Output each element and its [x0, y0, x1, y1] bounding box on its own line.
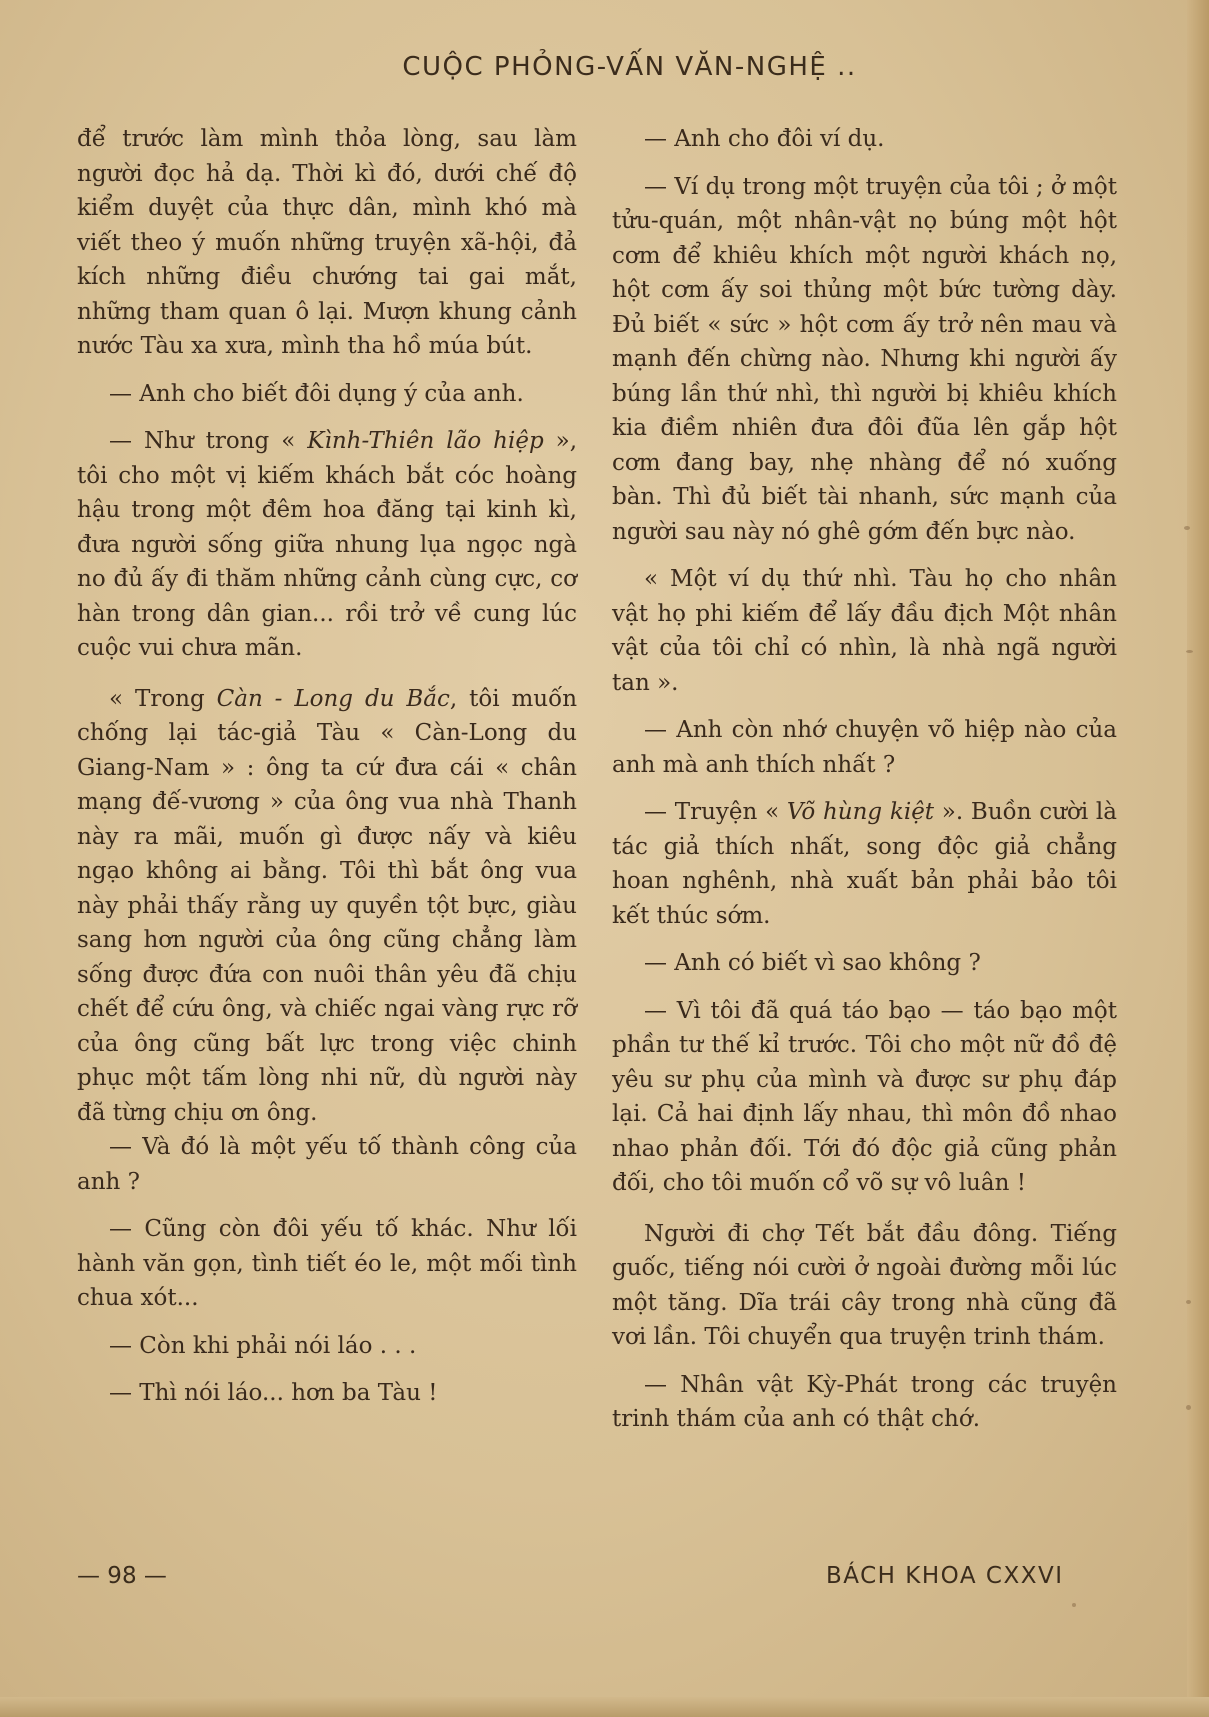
italic-title: Võ hùng kiệt: [786, 799, 935, 825]
page-number: — 98 —: [77, 1563, 167, 1589]
paper-speck: [1072, 1603, 1076, 1607]
paragraph: — Anh còn nhớ chuyện võ hiệp nào của anh mà anh thích nhất ?: [612, 717, 1117, 778]
right-column: [612, 122, 1117, 1437]
paragraph: « Trong Càn - Long du Bắc, tôi muốn chống lại tác-giả Tàu « Càn-Long du Giang-Nam » : ông ta cứ đưa cái « chân mạng đế-vương » của ông vua nhà Thanh này ra mãi, muốn gì được nấy và kiêu ngạo không ai bằng. Tôi thì bắt ông vua này phải thấy rằng uy quyền tột bực, giàu sang hơn người của ông cũng chẳng làm sống được đứa con nuôi thân yêu đã chịu chết để cứu ông, và chiếc ngai vàng rực rỡ của ông cũng bất lực trong việc chinh phục một tấm lòng nhi nữ, dù người này đã từng chịu ơn ông.: [77, 685, 578, 1126]
page-edge-right: [1187, 0, 1209, 1717]
paragraph: — Nhân vật Kỳ-Phát trong các truyện trinh thám của anh có thật chớ.: [612, 1371, 1117, 1432]
paragraph: để trước làm mình thỏa lòng, sau làm người đọc hả dạ. Thời kì đó, dưới chế độ kiểm duyệt của thực dân, mình khó mà viết theo ý muốn những truyện xã-hội, đả kích những điều chướng tai gai mắt, những tham quan ô lại. Mượn khung cảnh nước Tàu xa xưa, mình tha hồ múa bút.: [77, 126, 577, 359]
magazine-issue: BÁCH KHOA CXXVI: [826, 1563, 1064, 1589]
paragraph: — Thì nói láo... hơn ba Tàu !: [109, 1380, 438, 1406]
paragraph: — Anh có biết vì sao không ?: [644, 950, 981, 976]
paragraph: — Anh cho đôi ví dụ.: [644, 126, 885, 152]
paper-speck: [1184, 526, 1190, 530]
page-edge-bottom: [0, 1697, 1209, 1717]
page-header: CUỘC PHỎNG-VẤN VĂN-NGHỆ ..: [402, 52, 857, 82]
paper-speck: [1186, 650, 1193, 653]
paragraph: — Truyện « Võ hùng kiệt ». Buồn cười là tác giả thích nhất, song độc giả chẳng hoan nghênh, nhà xuất bản phải bảo tôi kết thúc sớm.: [612, 799, 1117, 929]
paragraph: — Cũng còn đôi yếu tố khác. Như lối hành văn gọn, tình tiết éo le, một mối tình chua xót...: [77, 1216, 577, 1311]
paragraph: — Như trong « Kình-Thiên lão hiệp », tôi cho một vị kiếm khách bắt cóc hoàng hậu trong một đêm hoa đăng tại kinh kì, đưa người sống giữa nhung lụa ngọc ngà no đủ ấy đi thăm những cảnh cùng cực, cơ hàn trong dân gian... rồi trở về cung lúc cuộc vui chưa mãn.: [77, 428, 578, 661]
paragraph: « Một ví dụ thứ nhì. Tàu họ cho nhân vật họ phi kiếm để lấy đầu địch Một nhân vật của tôi chỉ có nhìn, là nhà ngã người tan ».: [612, 566, 1117, 696]
paragraph: Người đi chợ Tết bắt đầu đông. Tiếng guốc, tiếng nói cười ở ngoài đường mỗi lúc một tăng. Dĩa trái cây trong nhà cũng đã vơi lần. Tôi chuyển qua truyện trinh thám.: [612, 1220, 1117, 1350]
paragraph: — Vì tôi đã quá táo bạo — táo bạo một phần tư thế kỉ trước. Tôi cho một nữ đồ đệ yêu sư phụ của mình và được sư phụ đáp lại. Cả hai định lấy nhau, thì môn đồ nhao nhao phản đối. Tới đó độc giả cũng phản đối, cho tôi muốn cổ võ sự vô luân !: [612, 997, 1117, 1196]
italic-title: Càn - Long du Bắc: [216, 685, 450, 712]
paragraph: — Còn khi phải nói láo . . .: [109, 1332, 417, 1359]
paragraph: — Và đó là một yếu tố thành công của anh ?: [77, 1134, 577, 1195]
left-column: [77, 122, 577, 1411]
italic-title: Kình-Thiên lão hiệp: [307, 428, 544, 454]
paragraph: — Anh cho biết đôi dụng ý của anh.: [109, 380, 524, 407]
paragraph: — Ví dụ trong một truyện của tôi ; ở một tửu-quán, một nhân-vật nọ búng một hột cơm để khiêu khích một người khách nọ, hột cơm ấy soi thủng một bức tường dày. Đủ biết « sức » hột cơm ấy trở nên mau và mạnh đến chừng nào. Nhưng khi người ấy búng lần thứ nhì, thì người bị khiêu khích kia điềm nhiên đưa đôi đũa lên gắp hột cơm đang bay, nhẹ nhàng để nó xuống bàn. Thì đủ biết tài nhanh, sức mạnh của người sau này nó ghê gớm đến bực nào.: [612, 173, 1117, 545]
paper-speck: [1186, 1300, 1191, 1304]
paper-speck: [1186, 1405, 1191, 1410]
